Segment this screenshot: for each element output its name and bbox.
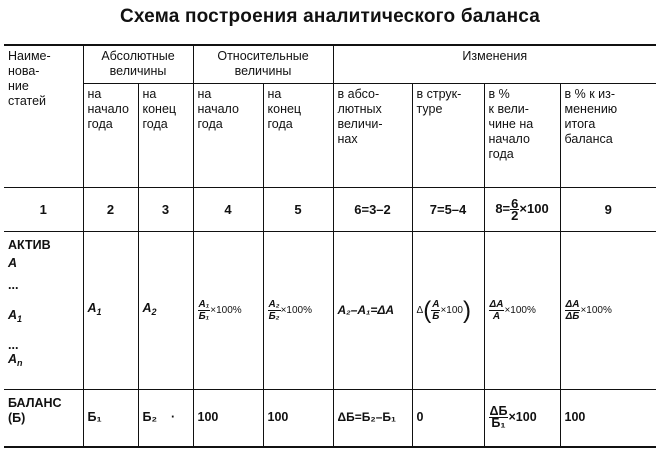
balance-rel-end: 100	[263, 389, 333, 447]
balance-abs-start: Б₁	[83, 389, 138, 447]
balance-row	[4, 389, 656, 447]
col-number: 3	[138, 187, 193, 231]
balance-rel-start: 100	[193, 389, 263, 447]
header-change-absolute: в абсо- лютных величи- нах	[333, 83, 412, 187]
col-number: 7=5–4	[412, 187, 484, 231]
assets-abs-end: $A_2$	[138, 231, 193, 389]
assets-rel-start: $\frac{\text{A₁}}{\text{Б₁}}$ ×100%	[193, 231, 263, 389]
balance-change-pct-total: 100	[560, 389, 656, 447]
header-abs-start: на начало года	[83, 83, 138, 187]
col-number: 9	[560, 187, 656, 231]
header-rel-end: на конец года	[263, 83, 333, 187]
balance-abs-end: Б₂ ·	[138, 389, 193, 447]
header-change-pct-total: в % к из- менению итога баланса	[560, 83, 656, 187]
header-abs-end: на конец года	[138, 83, 193, 187]
assets-rel-end: $\frac{\text{A₂}}{\text{Б₂}}$ ×100%	[263, 231, 333, 389]
header-relative-values: Относительные величины	[193, 45, 333, 83]
balance-change-absolute: ΔБ=Б₂–Б₁	[333, 389, 412, 447]
header-change-pct-start: в % к вели- чине на начало года	[484, 83, 560, 187]
assets-label-cell: АКТИВ A ... $A_1$ ... $A_n$	[4, 231, 83, 389]
assets-change-absolute: A₂–A₁=ΔA	[333, 231, 412, 389]
balance-change-pct-start: $\frac{\Delta Б}{\text{Б₁}}$ ×100	[484, 389, 560, 447]
assets-change-pct-start: $\frac{\Delta A}{A}$ ×100%	[484, 231, 560, 389]
header-rel-start: на начало года	[193, 83, 263, 187]
assets-label: АКТИВ	[8, 237, 51, 252]
col-number-formula: 8= $\frac{6}{2}$ ×100	[484, 187, 560, 231]
balance-label-cell: БАЛАНС (Б)	[4, 389, 83, 447]
col-number: 5	[263, 187, 333, 231]
header-item-names: Наиме- нова- ние статей	[4, 45, 83, 187]
col-number: 2	[83, 187, 138, 231]
col-number: 1	[4, 187, 83, 231]
assets-change-structure: Δ( $\frac{A}{Б}$ ×100)	[412, 231, 484, 389]
balance-label: БАЛАНС	[8, 395, 62, 410]
analytical-balance-table	[4, 44, 656, 448]
assets-row	[4, 231, 656, 389]
assets-change-pct-total: $\frac{\Delta A}{\Delta Б}$ ×100%	[560, 231, 656, 389]
header-absolute-values: Абсолютные величины	[83, 45, 193, 83]
col-number: 4	[193, 187, 263, 231]
col-number: 6=3–2	[333, 187, 412, 231]
balance-change-structure: 0	[412, 389, 484, 447]
header-change-structure: в струк- туре	[412, 83, 484, 187]
header-changes: Изменения	[333, 45, 656, 83]
column-numbers-row	[4, 187, 656, 231]
page-title: Схема построения аналитического баланса	[119, 6, 541, 27]
assets-abs-start: $A_1$	[83, 231, 138, 389]
